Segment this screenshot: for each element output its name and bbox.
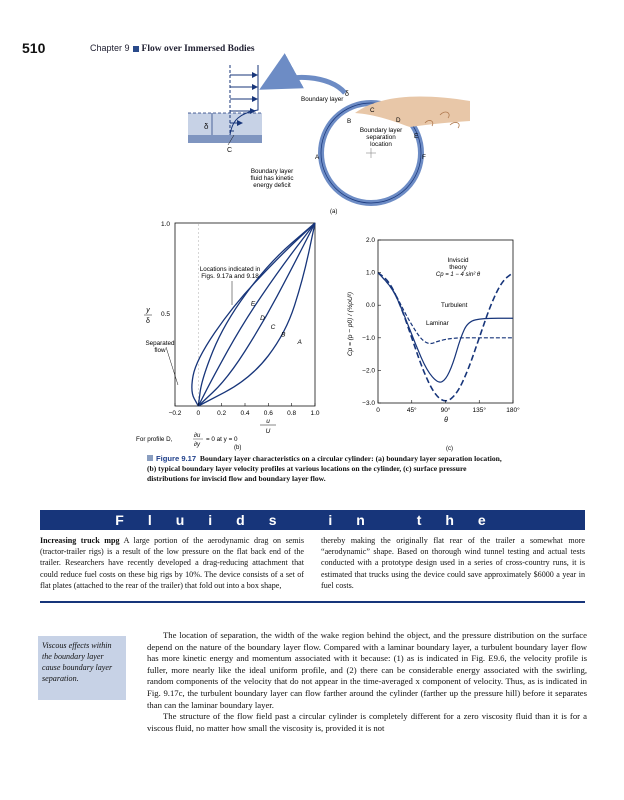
caption-text: Boundary layer characteristics on a circular cylinder: (a) boundary layer separation location, (b) typical boundary layer velocity profiles at various locations on the cylinder, (c) surface pressure distributions for inviscid flow and boundary layer flow.	[147, 454, 502, 483]
c-ytick-label: 0.0	[365, 302, 375, 310]
square-bullet-icon	[147, 455, 153, 461]
c-xlabel: θ	[444, 417, 448, 424]
c-ytick-label: −3.0	[362, 400, 375, 407]
b-xtick-label: −0.2	[168, 410, 182, 417]
figure-c-pressure-distribution	[338, 232, 523, 452]
b-profile-frac-den: ∂y	[194, 442, 200, 448]
c-inviscid-label-1: Inviscid	[447, 257, 469, 264]
label-boundary-layer: Boundary layer	[301, 96, 344, 103]
c-xtick-label: 135°	[472, 407, 486, 414]
label-separation-3: location	[370, 141, 392, 148]
c-ytick-label: 2.0	[365, 237, 375, 244]
profile-label-B: B	[281, 331, 286, 339]
c-inviscid-label-3: Cp = 1 − 4 sin² θ	[435, 272, 481, 278]
label-point-D: D	[396, 117, 401, 124]
figure-b-velocity-profiles	[136, 215, 340, 451]
margin-note: Viscous effects within the boundary layer cause boundary layer separation.	[38, 636, 126, 700]
label-point-A: A	[315, 154, 320, 161]
square-bullet-icon	[133, 46, 139, 52]
b-ylabel-den: δ	[146, 318, 150, 325]
body-paragraph-1: The location of separation, the width of the wake region behind the object, and the pressure distribution on the surface depend on the nature of the boundary layer flow. Compared with a laminar boundary layer, a turbulent boundary layer flow has more kinetic energy and momentum associated with it because: (1) as is indicated in Fig. E9.6, the velocity profile is fuller, more nearly like the ideal uniform profile, and (2) there can be considerable energy associated with the swirling, random components of the velocity that do not appear in the time-averaged x component of velocity. Thus, as is indicated in Fig. 9.17c, the turbulent boundary layer can flow farther around the cylinder (farther up the pressure hill) before it separates than can the laminar boundary layer.	[147, 630, 587, 710]
inset-shading	[188, 113, 262, 135]
b-xtick-label: 1.0	[310, 410, 320, 417]
c-xtick-label: 0	[376, 407, 380, 414]
news-text-1: A large portion of the aerodynamic drag on semis (tractor-trailer rigs) is a result of the low pressure on the flat back end of the trailer. Researchers have recently developed a drag-reducing attachment that could reduce fuel costs on these big rigs by 10%. The device consists of a set of flat plates (attached to the rear of the trailer) that fold out into a box shape,	[40, 536, 304, 590]
b-separated-label-2: flow	[154, 347, 166, 354]
profile-label-E: E	[250, 300, 256, 308]
body-paragraph-2: The structure of the flow field past a circular cylinder is completely different for a zero viscosity fluid than it is for a viscous fluid, no matter how small the viscosity is, provided it is not	[147, 711, 587, 733]
b-separated-label-1: Separated	[145, 340, 175, 347]
label-point-F: F	[422, 154, 426, 161]
figure-caption	[147, 454, 507, 484]
b-xtick-label: 0.2	[217, 410, 227, 417]
inset-delta: δ	[204, 122, 209, 131]
b-xtick-label: 0.8	[287, 410, 297, 417]
figure-a-cylinder	[140, 65, 470, 215]
figure-a-tag: (a)	[330, 209, 338, 215]
chapter-title: Flow over Immersed Bodies	[141, 44, 255, 54]
news-column-2: thereby making the originally flat rear of the trailer a somewhat more “aerodynamic” shape. Based on thorough wind tunnel testing and actual tests conducted with a prototype design used in a series of cross-country runs, it is estimated that trucks using the device could save approximately $6000 a year in fuel costs.	[321, 536, 585, 590]
label-separation-1: Boundary layer	[359, 127, 403, 134]
b-profile-note-tail: = 0 at y = 0	[206, 436, 238, 443]
figure-number: Figure 9.17	[156, 454, 197, 463]
b-profile-frac-num: ∂u	[194, 433, 201, 439]
running-header	[90, 43, 255, 54]
label-point-E: E	[414, 133, 419, 140]
b-locations-label-1: Locations indicated in	[199, 266, 261, 273]
c-turbulent-label: Turbulent	[441, 302, 468, 309]
b-xlabel-num: u	[266, 418, 270, 425]
chapter-label: Chapter 9	[90, 43, 130, 53]
label-point-C: C	[370, 107, 375, 114]
c-ytick-label: −2.0	[362, 367, 375, 375]
news-banner-title: Fluids in the News	[115, 512, 510, 544]
c-ytick-label: 1.0	[365, 269, 375, 277]
inset-velocity-profile	[188, 65, 262, 154]
b-ytick-05: 0.5	[160, 311, 170, 318]
news-column-1	[40, 535, 304, 591]
profile-label-C: C	[270, 324, 276, 332]
b-locations-label-2: Figs. 9.17a and 9.18	[201, 273, 259, 280]
news-heading: Increasing truck mpg	[40, 536, 120, 545]
label-delta: δ	[345, 91, 349, 98]
b-xtick-label: 0.4	[240, 410, 250, 417]
page-number: 510	[22, 40, 46, 56]
c-xtick-label: 180°	[506, 407, 520, 414]
figure-b-tag: (b)	[234, 445, 242, 451]
c-xtick-label: 90°	[440, 407, 451, 414]
c-inviscid-label-2: theory	[449, 264, 467, 271]
figure-c-tag: (c)	[446, 446, 453, 452]
b-profile-note: For profile D,	[136, 436, 173, 443]
b-ylabel-num: y	[146, 307, 150, 314]
label-kinetic-2: fluid has kinetic	[250, 175, 294, 182]
c-ylabel: Cp = (p − p0) / (½ρU²)	[347, 291, 354, 357]
label-kinetic-1: Boundary layer	[250, 168, 294, 175]
b-ytick-1: 1.0	[160, 221, 170, 228]
zoom-arrow	[268, 77, 345, 93]
b-xtick-label: 0.6	[263, 410, 273, 417]
inset-point-C: C	[227, 147, 233, 154]
c-ytick-label: −1.0	[362, 334, 375, 342]
label-point-B: B	[347, 118, 352, 125]
c-laminar-label: Laminar	[426, 320, 449, 327]
inset-wall	[188, 135, 262, 143]
b-xtick-label: 0	[196, 410, 201, 417]
profile-label-D: D	[260, 314, 265, 322]
news-bottom-rule	[40, 601, 585, 603]
label-kinetic-3: energy deficit	[253, 182, 291, 189]
c-xtick-label: 45°	[406, 407, 417, 414]
profile-label-A: A	[297, 338, 302, 346]
body-text	[147, 630, 587, 734]
b-xlabel-den: U	[265, 428, 271, 435]
label-separation-2: separation	[366, 134, 396, 141]
